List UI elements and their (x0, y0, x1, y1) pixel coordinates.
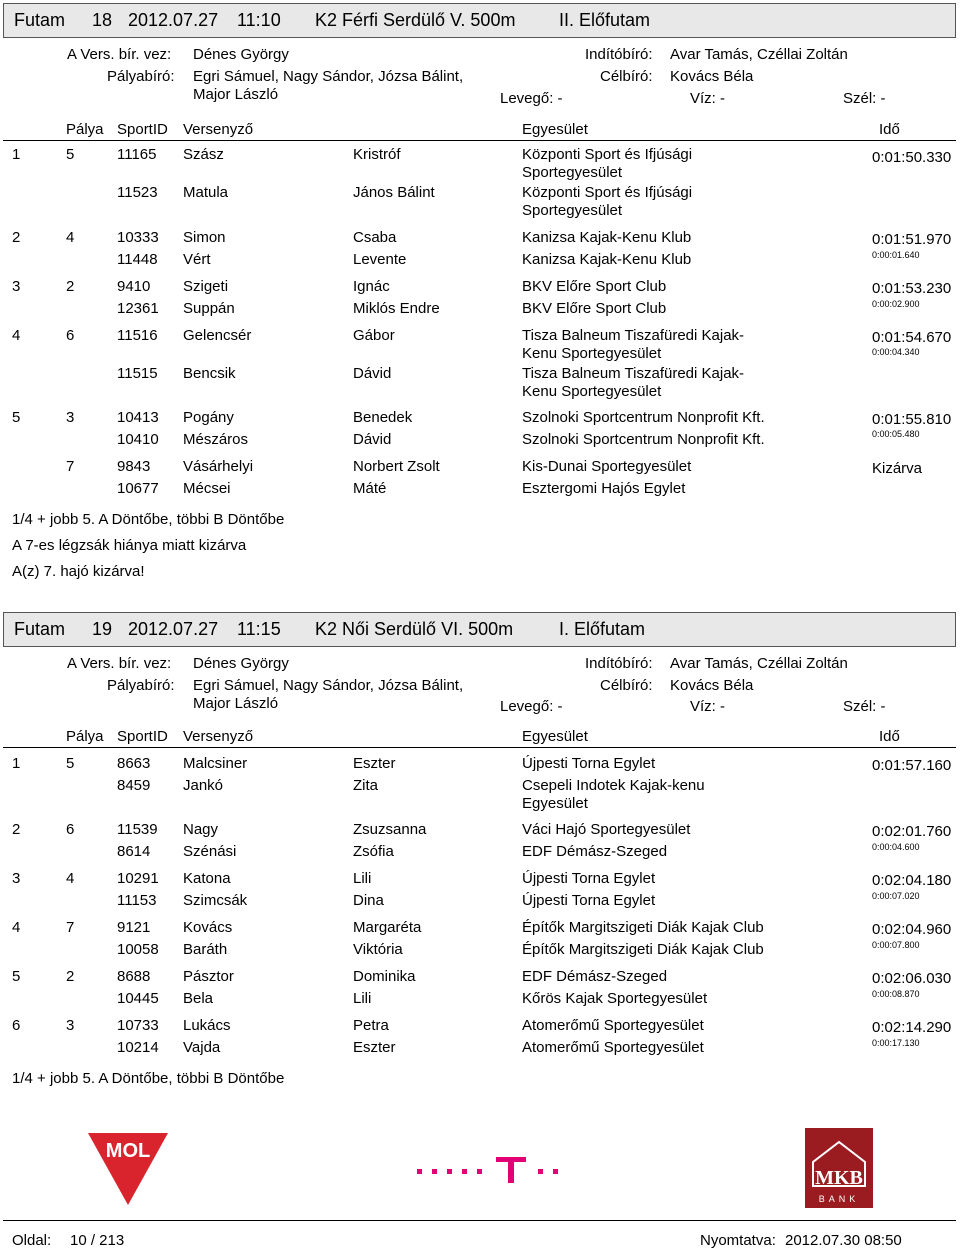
first-name: Zsófia (353, 843, 394, 860)
first-name: Levente (353, 251, 407, 268)
club: Kőrös Kajak Sportegyesület (522, 990, 708, 1007)
weather-viz: Víz: - (690, 698, 726, 715)
club: Váci Hajó Sportegyesület (522, 821, 691, 838)
sport-id: 8459 (117, 777, 151, 794)
telekom-logo-shape (415, 1155, 560, 1185)
first-name: Csaba (353, 229, 397, 246)
palyabiro-label: Pályabíró: (107, 68, 175, 85)
lane: 4 (66, 229, 75, 246)
rank: 4 (12, 919, 21, 936)
lane: 2 (66, 968, 75, 985)
club: Tisza Balneum Tiszafüredi Kajak-Kenu Sportegyesület (522, 327, 745, 362)
palyabiro-value-2: Major László (193, 86, 279, 103)
first-name: János Bálint (353, 184, 435, 201)
first-name: Ignác (353, 278, 390, 295)
first-name: Gábor (353, 327, 395, 344)
time-gap: 0:00:02.900 (872, 299, 920, 309)
inditobiro-label: Indítóbíró: (585, 46, 653, 63)
sport-id: 10677 (117, 480, 159, 497)
lane: 3 (66, 409, 75, 426)
col-versenyzo: Versenyző (183, 728, 254, 745)
sport-id: 10413 (117, 409, 159, 426)
result-time: 0:02:01.760 (872, 823, 952, 840)
last-name: Matula (183, 184, 229, 201)
sport-id: 10445 (117, 990, 159, 1007)
rank: 1 (12, 146, 21, 163)
sport-id: 10058 (117, 941, 159, 958)
rank: 3 (12, 870, 21, 887)
mol-logo (88, 1133, 168, 1205)
heat-event: K2 Női Serdülő VI. 500m (315, 619, 514, 639)
time-gap: 0:00:04.340 (872, 347, 920, 357)
rank: 3 (12, 278, 21, 295)
last-name: Gelencsér (183, 327, 252, 344)
rank: 6 (12, 1017, 21, 1034)
sport-id: 11515 (117, 365, 158, 382)
col-palya: Pálya (66, 121, 104, 138)
lane: 3 (66, 1017, 75, 1034)
club: Újpesti Torna Egylet (522, 892, 656, 909)
vers-biro-label: A Vers. bír. vez: (67, 655, 172, 672)
disqualification-note: A(z) 7. hajó kizárva! (12, 563, 145, 580)
sport-id: 11448 (117, 251, 158, 268)
heat-title-bar (3, 612, 956, 647)
last-name: Baráth (183, 941, 228, 958)
page-number: 10 / 213 (70, 1232, 125, 1249)
sport-id: 10291 (117, 870, 159, 887)
weather-levego: Levegő: - (500, 698, 563, 715)
palyabiro-value: Egri Sámuel, Nagy Sándor, Józsa Bálint, (193, 68, 464, 85)
mkb-logo-shape (805, 1128, 873, 1208)
last-name: Vajda (183, 1039, 221, 1056)
sport-id: 9410 (117, 278, 151, 295)
result-time: 0:02:04.960 (872, 921, 952, 938)
col-egyesulet: Egyesület (522, 121, 588, 138)
last-name: Simon (183, 229, 226, 246)
club: BKV Előre Sport Club (522, 278, 667, 295)
last-name: Szigeti (183, 278, 229, 295)
first-name: Benedek (353, 409, 413, 426)
heat-title-bar (3, 3, 956, 38)
printed-timestamp: 2012.07.30 08:50 (785, 1232, 902, 1249)
palyabiro-value-2: Major László (193, 695, 279, 712)
col-sportid: SportID (117, 121, 168, 138)
last-name: Suppán (183, 300, 235, 317)
time-gap: 0:00:17.130 (872, 1038, 920, 1048)
heat-time: 11:10 (237, 10, 281, 30)
weather-viz: Víz: - (690, 90, 726, 107)
sport-id: 11539 (117, 821, 158, 838)
first-name: Dávid (353, 431, 392, 448)
first-name: Miklós Endre (353, 300, 440, 317)
result-time: 0:02:04.180 (872, 872, 952, 889)
rank: 1 (12, 755, 21, 772)
sport-id: 11165 (117, 146, 157, 163)
last-name: Szász (183, 146, 224, 163)
heat-label: Futam (14, 619, 66, 639)
last-name: Lukács (183, 1017, 231, 1034)
result-time: 0:01:57.160 (872, 757, 952, 774)
club: Kanizsa Kajak-Kenu Klub (522, 251, 692, 268)
club: Szolnoki Sportcentrum Nonprofit Kft. (522, 431, 765, 448)
celbiro-label: Célbíró: (600, 68, 653, 85)
club: Atomerőmű Sportegyesület (522, 1017, 704, 1034)
heat-date: 2012.07.27 (128, 619, 219, 639)
palyabiro-label: Pályabíró: (107, 677, 175, 694)
heat-number: 18 (92, 10, 113, 30)
sport-id: 11523 (117, 184, 158, 201)
sport-id: 9121 (117, 919, 151, 936)
rank: 5 (12, 968, 21, 985)
lane: 6 (66, 821, 75, 838)
first-name: Máté (353, 480, 387, 497)
sport-id: 10214 (117, 1039, 159, 1056)
mkb-logo-text: MKB (815, 1167, 863, 1189)
col-egyesulet: Egyesület (522, 728, 588, 745)
last-name: Vért (183, 251, 211, 268)
bank-logo-text: BANK (818, 1194, 860, 1204)
last-name: Szénási (183, 843, 237, 860)
mol-logo-shape (88, 1133, 168, 1205)
footer-divider (3, 1220, 956, 1221)
heat-round: I. Előfutam (559, 619, 646, 639)
club: Építők Margitszigeti Diák Kajak Club (522, 941, 764, 958)
club: Központi Sport és Ifjúsági Sportegyesület (522, 146, 693, 181)
result-time: 0:02:06.030 (872, 970, 952, 987)
first-name: Zsuzsanna (353, 821, 427, 838)
mol-logo-text: MOL (105, 1140, 151, 1162)
first-name: Dina (353, 892, 384, 909)
last-name: Nagy (183, 821, 219, 838)
first-name: Petra (353, 1017, 389, 1034)
inditobiro-value: Avar Tamás, Czéllai Zoltán (670, 46, 848, 63)
heat-event: K2 Férfi Serdülő V. 500m (315, 10, 516, 30)
first-name: Norbert Zsolt (353, 458, 440, 475)
last-name: Jankó (183, 777, 224, 794)
result-time: 0:01:51.970 (872, 231, 952, 248)
first-name: Lili (353, 990, 372, 1007)
heat-date: 2012.07.27 (128, 10, 219, 30)
club: Kis-Dunai Sportegyesület (522, 458, 692, 475)
sport-id: 9843 (117, 458, 151, 475)
lane: 5 (66, 755, 75, 772)
qualification-note: 1/4 + jobb 5. A Döntőbe, többi B Döntőbe (12, 1070, 285, 1087)
last-name: Szimcsák (183, 892, 248, 909)
last-name: Mészáros (183, 431, 249, 448)
heat-label: Futam (14, 10, 66, 30)
last-name: Bencsik (183, 365, 236, 382)
lane: 2 (66, 278, 75, 295)
vers-biro-label: A Vers. bír. vez: (67, 46, 172, 63)
club: EDF Démász-Szeged (522, 968, 668, 985)
sport-id: 10733 (117, 1017, 159, 1034)
rank: 2 (12, 229, 21, 246)
first-name: Margaréta (353, 919, 422, 936)
last-name: Mécsei (183, 480, 231, 497)
sport-id: 10333 (117, 229, 159, 246)
telekom-logo (415, 1155, 560, 1185)
inditobiro-label: Indítóbíró: (585, 655, 653, 672)
sport-id: 8688 (117, 968, 151, 985)
sport-id: 8614 (117, 843, 151, 860)
first-name: Lili (353, 870, 372, 887)
weather-szel: Szél: - (843, 90, 886, 107)
celbiro-label: Célbíró: (600, 677, 653, 694)
qualification-note: 1/4 + jobb 5. A Döntőbe, többi B Döntőbe (12, 511, 285, 528)
club: Újpesti Torna Egylet (522, 755, 656, 772)
lane: 7 (66, 919, 75, 936)
club: Atomerőmű Sportegyesület (522, 1039, 704, 1056)
last-name: Vásárhelyi (183, 458, 254, 475)
last-name: Kovács (183, 919, 233, 936)
heat-number: 19 (92, 619, 113, 639)
time-gap: 0:00:05.480 (872, 429, 920, 439)
mkb-bank-logo (805, 1128, 873, 1208)
palyabiro-value: Egri Sámuel, Nagy Sándor, Józsa Bálint, (193, 677, 464, 694)
last-name: Pogány (183, 409, 234, 426)
lane: 6 (66, 327, 75, 344)
rank: 2 (12, 821, 21, 838)
heat-round: II. Előfutam (559, 10, 651, 30)
result-time: 0:01:53.230 (872, 280, 952, 297)
last-name: Katona (183, 870, 231, 887)
lane: 5 (66, 146, 75, 163)
time-gap: 0:00:04.600 (872, 842, 920, 852)
result-time: 0:01:54.670 (872, 329, 952, 346)
club: BKV Előre Sport Club (522, 300, 667, 317)
first-name: Kristróf (353, 146, 401, 163)
club: Csepeli Indotek Kajak-kenu Egyesület (522, 777, 705, 812)
time-gap: 0:00:08.870 (872, 989, 920, 999)
club: Kanizsa Kajak-Kenu Klub (522, 229, 692, 246)
time-gap: 0:00:07.800 (872, 940, 920, 950)
club: EDF Démász-Szeged (522, 843, 668, 860)
sport-id: 8663 (117, 755, 151, 772)
col-sportid: SportID (117, 728, 168, 745)
header-divider (3, 140, 956, 141)
printed-label: Nyomtatva: (700, 1232, 776, 1249)
inditobiro-value: Avar Tamás, Czéllai Zoltán (670, 655, 848, 672)
sport-id: 11516 (117, 327, 158, 344)
club: Újpesti Torna Egylet (522, 870, 656, 887)
rank: 4 (12, 327, 21, 344)
col-ido: Idő (879, 728, 900, 745)
result-time: 0:02:14.290 (872, 1019, 952, 1036)
first-name: Dávid (353, 365, 392, 382)
time-gap: 0:00:01.640 (872, 250, 920, 260)
result-status: Kizárva (872, 460, 923, 477)
last-name: Pásztor (183, 968, 234, 985)
weather-levego: Levegő: - (500, 90, 563, 107)
sport-id: 11153 (117, 892, 157, 909)
celbiro-value: Kovács Béla (670, 677, 754, 694)
first-name: Viktória (353, 941, 403, 958)
col-versenyzo: Versenyző (183, 121, 254, 138)
club: Esztergomi Hajós Egylet (522, 480, 686, 497)
club: Szolnoki Sportcentrum Nonprofit Kft. (522, 409, 765, 426)
result-time: 0:01:50.330 (872, 149, 952, 166)
lane: 4 (66, 870, 75, 887)
last-name: Malcsiner (183, 755, 248, 772)
col-ido: Idő (879, 121, 900, 138)
weather-szel: Szél: - (843, 698, 886, 715)
first-name: Eszter (353, 1039, 396, 1056)
sport-id: 10410 (117, 431, 159, 448)
time-gap: 0:00:07.020 (872, 891, 920, 901)
rank: 5 (12, 409, 21, 426)
first-name: Zita (353, 777, 379, 794)
vers-biro-value: Dénes György (193, 655, 289, 672)
last-name: Bela (183, 990, 214, 1007)
club: Tisza Balneum Tiszafüredi Kajak-Kenu Sportegyesület (522, 365, 745, 400)
celbiro-value: Kovács Béla (670, 68, 754, 85)
first-name: Eszter (353, 755, 396, 772)
sport-id: 12361 (117, 300, 159, 317)
col-palya: Pálya (66, 728, 104, 745)
page-label: Oldal: (12, 1232, 52, 1249)
heat-time: 11:15 (237, 619, 281, 639)
club: Építők Margitszigeti Diák Kajak Club (522, 919, 764, 936)
first-name: Dominika (353, 968, 416, 985)
header-divider (3, 747, 956, 748)
club: Központi Sport és Ifjúsági Sportegyesület (522, 184, 693, 219)
vers-biro-value: Dénes György (193, 46, 289, 63)
lane: 7 (66, 458, 75, 475)
disqualification-reason: A 7-es légzsák hiánya miatt kizárva (12, 537, 247, 554)
result-time: 0:01:55.810 (872, 411, 952, 428)
